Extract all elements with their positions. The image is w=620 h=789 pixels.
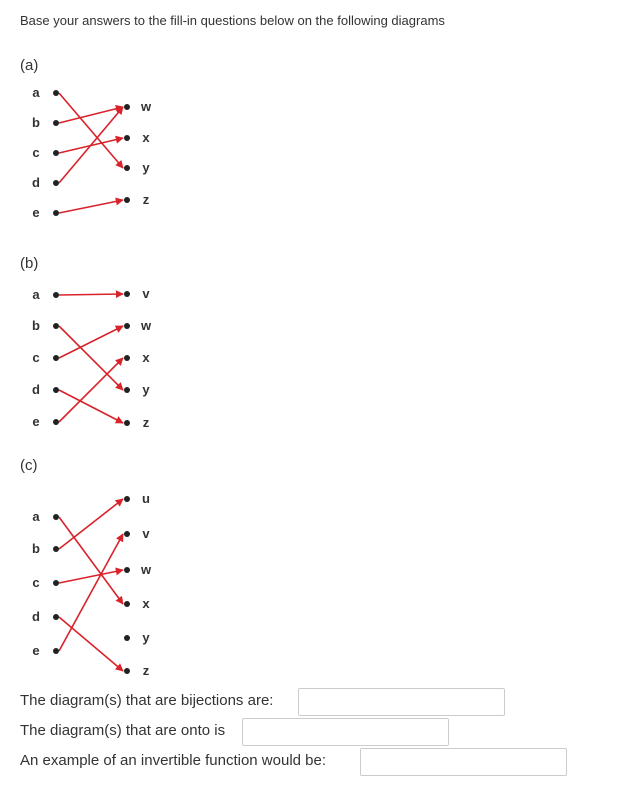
- diagram-c: [32, 491, 152, 678]
- codomain-dot-x: [124, 601, 130, 607]
- domain-dot-c: [53, 580, 59, 586]
- codomain-dot-y: [124, 165, 130, 171]
- codomain-dot-y: [124, 635, 130, 641]
- domain-label-c: c: [32, 145, 40, 160]
- domain-dot-d: [53, 180, 59, 186]
- diagram-b: [32, 286, 152, 430]
- bijections-answer-field[interactable]: [298, 688, 505, 716]
- codomain-dot-y: [124, 387, 130, 393]
- codomain-label-y: y: [142, 160, 150, 175]
- domain-label-d: d: [32, 382, 40, 397]
- codomain-label-z: z: [142, 663, 150, 678]
- mapping-arrow-b-to-y: [59, 326, 123, 390]
- codomain-label-x: x: [142, 130, 150, 145]
- codomain-dot-w: [124, 567, 130, 573]
- codomain-label-y: y: [142, 630, 150, 645]
- domain-label-e: e: [32, 643, 40, 658]
- mapping-arrow-b-to-w: [59, 107, 123, 123]
- codomain-label-v: v: [142, 526, 150, 541]
- diagram-a: [32, 85, 152, 220]
- question-invertible: An example of an invertible function would be:: [20, 752, 327, 769]
- codomain-label-z: z: [142, 415, 150, 430]
- onto-answer-field[interactable]: [242, 718, 449, 746]
- codomain-label-u: u: [142, 491, 150, 506]
- codomain-dot-u: [124, 496, 130, 502]
- codomain-dot-z: [124, 420, 130, 426]
- mapping-arrow-b-to-u: [59, 499, 123, 549]
- domain-label-e: e: [32, 414, 40, 429]
- domain-dot-d: [53, 614, 59, 620]
- domain-label-c: c: [32, 350, 40, 365]
- domain-label-d: d: [32, 175, 40, 190]
- mapping-arrow-e-to-x: [59, 358, 123, 422]
- domain-dot-a: [53, 514, 59, 520]
- domain-label-a: a: [32, 287, 40, 302]
- invertible-answer-field[interactable]: [360, 748, 567, 776]
- codomain-dot-z: [124, 668, 130, 674]
- codomain-label-y: y: [142, 382, 150, 397]
- domain-label-a: a: [32, 509, 40, 524]
- codomain-dot-v: [124, 531, 130, 537]
- intro-text: Base your answers to the fill-in questions below on the following diagrams: [20, 13, 445, 28]
- mapping-arrow-e-to-v: [59, 534, 123, 651]
- question-bijections: The diagram(s) that are bijections are:: [20, 692, 274, 709]
- domain-dot-a: [53, 292, 59, 298]
- codomain-label-x: x: [142, 350, 150, 365]
- domain-dot-c: [53, 355, 59, 361]
- domain-label-b: b: [32, 318, 40, 333]
- diagram-c-label: (c): [20, 457, 38, 474]
- domain-dot-e: [53, 419, 59, 425]
- domain-dot-c: [53, 150, 59, 156]
- mapping-arrow-d-to-z: [59, 617, 123, 671]
- mapping-arrow-c-to-w: [59, 326, 123, 358]
- codomain-dot-w: [124, 104, 130, 110]
- domain-dot-b: [53, 120, 59, 126]
- mapping-arrow-a-to-v: [59, 294, 123, 295]
- question-onto: The diagram(s) that are onto is: [20, 722, 226, 739]
- domain-dot-a: [53, 90, 59, 96]
- mapping-arrow-a-to-y: [59, 93, 123, 168]
- mapping-arrow-d-to-z: [59, 390, 123, 423]
- domain-dot-e: [53, 210, 59, 216]
- domain-dot-d: [53, 387, 59, 393]
- codomain-label-z: z: [142, 192, 150, 207]
- codomain-dot-v: [124, 291, 130, 297]
- codomain-label-v: v: [142, 286, 150, 301]
- codomain-dot-x: [124, 135, 130, 141]
- mapping-arrow-d-to-w: [59, 107, 123, 183]
- mapping-arrow-e-to-z: [59, 200, 123, 213]
- domain-dot-b: [53, 323, 59, 329]
- domain-label-d: d: [32, 609, 40, 624]
- domain-label-b: b: [32, 541, 40, 556]
- codomain-dot-x: [124, 355, 130, 361]
- domain-label-b: b: [32, 115, 40, 130]
- domain-dot-b: [53, 546, 59, 552]
- domain-dot-e: [53, 648, 59, 654]
- codomain-label-w: w: [140, 318, 152, 333]
- domain-label-a: a: [32, 85, 40, 100]
- diagram-b-label: (b): [20, 255, 39, 272]
- diagram-a-label: (a): [20, 57, 39, 74]
- codomain-dot-w: [124, 323, 130, 329]
- domain-label-c: c: [32, 575, 40, 590]
- domain-label-e: e: [32, 205, 40, 220]
- codomain-label-x: x: [142, 596, 150, 611]
- codomain-label-w: w: [140, 562, 152, 577]
- mapping-arrow-c-to-w: [59, 570, 123, 583]
- codomain-dot-z: [124, 197, 130, 203]
- codomain-label-w: w: [140, 99, 152, 114]
